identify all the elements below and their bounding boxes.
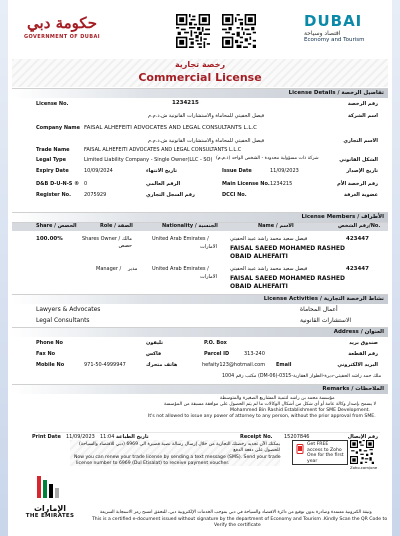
company-name-value: FAISAL ALHEFEITI ADVOCATES AND LEGAL CONSULTANTS L.L.C [84,125,258,131]
activity-en: Lawyers & Advocates [36,306,101,313]
register-no-label: Register No. [36,192,72,198]
member-name-en-1: FAISAL SAEED MOHAMED RASHED [230,275,345,282]
mobile-label: Mobile No [36,362,65,368]
gov-logo-en: GOVERNMENT OF DUBAI [23,34,101,40]
phone-label: Phone No [36,340,63,346]
trade-name-value: FAISAL ALHEFEITI ADVOCATES AND LEGAL CONSULTANTS L.L.C [84,147,242,153]
duns-value: 0 [84,181,88,187]
heading-ar: نشاط الرخصة التجارية [323,296,384,302]
uae-logo-en: THE EMIRATES [25,513,75,519]
member-nationality-ar: الامارات [200,274,217,280]
member-role: Shares Owner / [82,236,121,242]
member-name-en-2: OBAID ALHEFAITI [230,253,288,260]
heading-ar: الأطراف [361,214,384,220]
remarks-ar-1: مؤسسة محمد بن راشد لتنمية المشاريع الصغيرة والمتوسطة [220,396,335,401]
expiry-date-label: Expiry Date [36,168,69,174]
mobile-value: 971-50-4999947 [84,362,126,368]
company-name-label-ar: اسم الشركة [347,113,378,119]
trade-name-ar-value: فيصل الحفيتي للمحاماة والاستشارات القانونية ش.ذ.م.م [148,138,265,144]
license-no-value: 1234215 [172,100,199,106]
legal-type-ar-value: شركة ذات مسؤولية محدودة - الشخص الواحد (ذ.م.م) [216,156,319,161]
issue-date-value: 11/09/2023 [270,168,299,174]
the-emirates-logo [22,474,78,526]
receipt-label: Receipt No. [240,434,273,440]
print-time-value: 11:04 [100,434,115,440]
members-column-header [12,222,388,231]
phone-message-icon [295,444,305,454]
legal-type-label: Legal Type [36,157,67,163]
gov-logo-ar: حكومة دبي [27,14,97,32]
title-ar: رخصة تجارية [174,60,226,69]
member-no: 423447 [346,266,369,272]
license-members-heading: License Members / الأطراف [12,212,388,222]
fax-label-ar: فاكس [146,351,162,357]
register-no-label-ar: رقم السجل التجاري [146,192,195,198]
heading-ar: العنوان [364,329,384,335]
zoho-link[interactable]: Zoho.com/one [350,465,378,470]
print-date-label-ar: تاريخ الطباعة [116,434,149,440]
legal-type-value: Limited Liability Company - Single Owner(LLC - SO) [84,157,213,163]
heading-ar: تفاصيل الرخصة [341,90,384,96]
license-no-label-ar: رقم الرخصة [347,101,378,107]
register-no-value: 2075929 [84,192,107,198]
member-no: 423447 [346,236,369,242]
parcel-label-ar: رقم القطعة [348,351,378,357]
heading-en: Remarks [322,386,350,392]
company-name-label: Company Name [36,125,80,131]
heading-en: License Activities [263,296,318,302]
heading-en: License Members [301,214,356,220]
col-name: Name / الاسم [258,223,294,229]
member-nationality: United Arab Emirates / [152,236,209,242]
sms-notice-en-1: Now you can renew your trade license by sending a text message (SMS). Send your trade [74,455,281,460]
member-nationality: United Arab Emirates / [152,266,209,272]
activity-ar: أعمال المحاماة [300,306,338,313]
document-header [12,8,388,58]
member-name-en-1: FAISAL SAEED MOHAMED RASHED [230,245,345,252]
email-label-ar: البريد الالكتروني [337,362,378,368]
mobile-label-ar: هاتف متحرك [146,362,178,368]
issue-date-label-ar: تاريخ الإصدار [346,168,378,174]
company-name-ar-value: فيصل الحفيتي للمحاماة والاستشارات القانونية ش.ذ.م.م [148,113,265,119]
receipt-label-ar: رقم الإيصال [347,434,378,440]
heading-en: License Details [288,90,336,96]
print-date-value: 11/09/2023 [66,434,95,440]
remarks-heading: Remarks / الملاحظات [12,384,388,394]
page-edge-right [392,0,400,536]
email-value: hefaity123@hotmail.com [202,362,266,368]
pobox-label-ar: صندوق بريد [349,340,378,346]
sms-notice-ar: يمكنك الآن تجديد رخصتك التجارية من خلال إرسال رسالة نصية قصيرة الى 6969 (دبي للاقتصاد والسياحة) للحصول على دفعة الدفع [78,442,280,453]
address-value: مكتب رقم 1004 (DM-06)-0315-ملك حمد راشد الحفيتي-ديرة-الطوار العقارية [222,374,382,379]
emirates-flag-stripes-icon [35,474,65,500]
license-details-heading: License Details / تفاصيل الرخصة [12,88,388,98]
member-role-ar: مالك حصص [118,236,132,249]
parcel-label: Parcel ID [204,351,230,357]
fax-label: Fax No [36,351,56,357]
col-nationality: Nationality / الجنسية [162,223,218,229]
print-date-label: Print Date [32,434,61,440]
remarks-en-2: It's not allowed to issue any power of attorney to any person, without the prior approval from SME. [148,414,376,419]
title-en: Commercial License [138,71,262,84]
uae-logo-ar: الإمارات [33,504,67,513]
member-role: Manager / [96,266,122,272]
member-name-ar: فيصل سعيد محمد راشد عبيد الحفيتي [230,236,308,242]
email-label: Email [276,362,292,368]
trade-name-label-ar: الاسم التجاري [343,138,378,144]
expiry-date-value: 10/09/2024 [84,168,113,174]
license-no-label: License No. [36,101,69,107]
col-share: Share / الحصص [36,223,77,229]
dubai-logo-ar: اقتصاد وسياحة [304,30,341,37]
dubai-economy-logo [304,12,384,58]
parcel-value: 313-240 [244,351,265,357]
dcci-no-label: DCCI No. [222,192,247,198]
col-no: رقم الشخص/No. [338,223,381,229]
main-license-value: 1234215 [270,181,293,187]
heading-en: Address [333,329,359,335]
disclaimer-ar: وثيقة الكترونية معتمدة وصادرة بدون توقيع من دائرة الاقتصاد والسياحة في دبي بموجب الخدمات الإلكترونية دبي، للتحقق امسح رمز الاستجابة السريعة [100,510,372,515]
address-heading: Address / العنوان [12,327,388,337]
zoho-promo-text: Get FREE access to Zoho One for the first year [307,442,344,464]
member-role-ar: مدير [128,266,138,272]
title-banner [12,59,388,87]
member-nationality-ar: الامارات [200,244,217,250]
member-share: 100.00% [36,236,63,242]
disclaimer-en-2: Verify the certificate [214,523,261,528]
dubai-wordmark: DUBAI [304,12,363,30]
government-of-dubai-logo [18,12,106,58]
remarks-ar-2: لا يسمح بإصدار وكالة عامة أو أي شكل من أشكال الوكالات ما لم يتم الحصول على موافقة مسبقة من المؤسسة [164,402,377,407]
zoho-promo-box[interactable] [292,440,348,465]
dcci-no-label-ar: عضوية الغرفة [344,192,378,198]
activity-en: Legal Consultants [36,317,90,324]
issue-date-label: Issue Date [222,168,252,174]
remarks-en-1: Mohammed Bin Rashid Establishment for SME Development. [230,408,370,413]
dubai-logo-en: Economy and Tourism [304,37,365,43]
qr-code-icon [222,14,256,48]
activity-ar: الاستشارات القانونية [300,317,352,324]
receipt-value: 15207846 [284,434,310,440]
member-name-ar: فيصل سعيد محمد راشد عبيد الحفيتي [230,266,308,272]
qr-code-icon [176,14,210,48]
pobox-label: P.O. Box [204,340,227,346]
main-license-label-ar: رقم الرخصة الأم [337,181,378,187]
expiry-date-label-ar: تاريخ الانتهاء [146,168,177,174]
page-edge-left [0,0,8,536]
license-activities-heading: License Activities / نشاط الرخصة التجارية [12,294,388,304]
sms-notice-en-2: license number to 6969 (Dul Etisalat) to receive payment voucher. [76,461,230,466]
phone-label-ar: تليفون [146,340,163,346]
divider [34,432,380,433]
heading-ar: الملاحظات [355,386,384,392]
member-name-en-2: OBAID ALHEFAITI [230,283,288,290]
legal-type-label-ar: الشكل القانوني [339,157,378,163]
trade-name-label: Trade Name [36,147,70,153]
col-role: Role / الصفة [100,223,133,229]
main-license-label: Main License No. [222,181,270,187]
disclaimer-en-1: This is a certified e-document issued without signature by the department of Economy and Tourism .Kindly Scan the QR Code to [92,517,388,522]
qr-code-icon[interactable] [350,440,374,464]
duns-label-ar: الرقم العالمي [146,181,181,187]
duns-label: D&B D-U-N-S ® [36,181,80,187]
